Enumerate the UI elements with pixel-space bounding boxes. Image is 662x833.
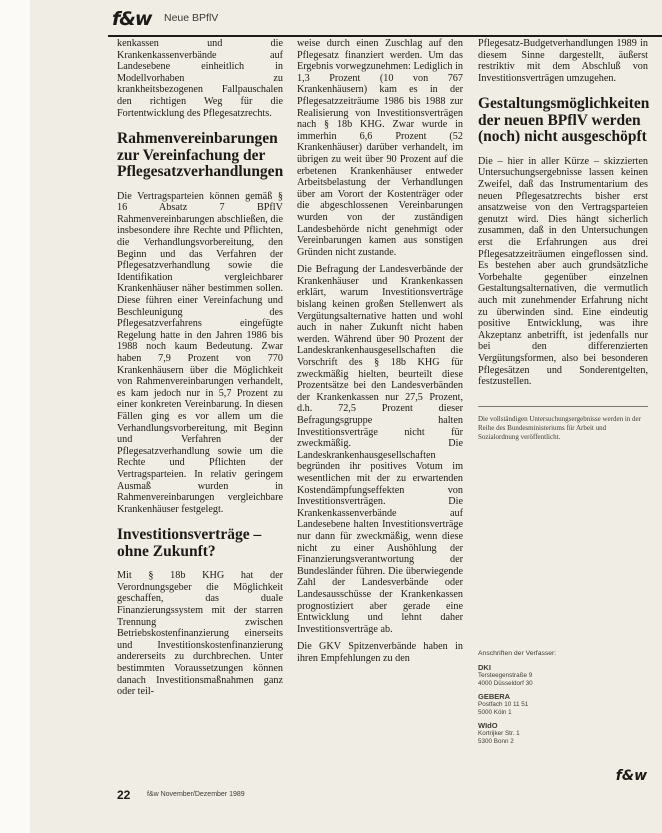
section-heading: Gestaltungsmöglichkeiten der neuen BPflV werden (noch) nicht ausgeschöpft [478,95,650,146]
address-block [478,693,648,717]
author-addresses [478,650,648,751]
footer-logo: f&w [615,768,647,784]
journal-logo: f&w [112,8,152,30]
paragraph: Die Vertragsparteien können gemäß § 16 Absatz 7 BPflV Rahmenvereinbarungen abschließen, die insbesondere ihre Rechte und Pflichten, die Verhandlungsvorbereitung, den Beginn und das Verfahren der Pflegesatzverhandlung sowie die Identifikation vergleichbarer Krankenhäuser näher bestimmen sollen. Diese führen einer Vereinfachung und Beschleunigung des Pflegesatzverfahrens eingefügte Regelung hatte in den Jahren 1986 bis 1988 noch kaum Bedeutung. Zwar haben 7,9 Prozent von 770 Krankenhäusern über die Möglichkeit von Rahmenvereinbarungen verhandelt, es kam jedoch nur in 5,7 Prozent zu einer konkreten Vereinbarung. In diesen Fällen ging es vor allem um die Verhandlungsvorbereitung, mit Beginn und Verfahren der Pflegesatzverhandlung sowie um die Rechte und Pflichten der Vertragsparteien. In relativ geringem Ausmaß wurden in Rahmenvereinbarungen vergleichbare Krankenhäuser festgelegt. [117,190,283,515]
address-line: Tersteegenstraße 9 [478,672,533,679]
journal-issue: f&w November/Dezember 1989 [147,791,245,798]
address-block [478,722,648,746]
page-number: 22 [117,788,131,802]
text-column-2 [297,38,463,670]
institution-name: WIdO [478,721,498,730]
text-column-3 [478,38,648,442]
paragraph: Mit § 18b KHG hat der Verordnungsgeber die Möglichkeit geschaffen, das duale Finanzierungssystem mit der starren Trennung zwischen Betriebskostenfinanzierung einerseits und Investitionskostenfinanzierung andererseits zu durchbrechen. Unter bestimmten Voraussetzungen können danach Investitionsmaßnahmen ganz oder teil- [117,570,283,698]
paragraph: weise durch einen Zuschlag auf den Pflegesatz finanziert werden. Um das Ergebnis vorwegzunehmen: Lediglich in 1,3 Prozent (10 von 767 Krankenhäusern) kam es in der Pflegesatzzeiträume 1986 bis 1988 zur Realisierung von Investitionsverträgen nach § 18b KHG. Zwar wurde in immerhin 6,6 Prozent (52 Krankenhäuser) darüber verhandelt, im übrigen zu weit über 90 Prozent auf die erbetenen Krankenhäuser entweder Arbeitsbelastung der Verhandlungen über am Vorort der Kostenträger oder die abgeschlossenen Vereinbarungen wurden von der zuständigen Landesbehörde nicht genehmigt oder Vereinbarungen kamen aus sonstigen Gründen nicht zustande. [297,38,463,258]
section-heading: Rahmenvereinbarungen zur Vereinfachung der Pflegesatzverhandlungen [117,130,284,181]
address-line: Postfach 10 11 51 [478,701,529,708]
address-line: 5300 Bonn 2 [478,738,514,745]
address-line: 4000 Düsseldorf 30 [478,680,533,687]
address-label: Anschriften der Verfasser: [478,650,557,657]
paragraph: Die GKV Spitzenverbände haben in ihren Empfehlungen zu den [297,641,463,664]
institution-name: GEBERA [478,692,511,701]
address-line: Kortrijker Str. 1 [478,730,520,737]
text-column-1 [117,38,283,704]
paragraph: Die – hier in aller Kürze – skizzierten Untersuchungsergebnisse lassen keinen Zweifel, daß das Instrumentarium des neuen Pflegesatzrechts bisher erst ansatzweise von den Vertragsparteien genutzt wird. Dies hängt sicherlich zusammen, daß in den Untersuchungen erst die Erfahrungen aus drei Pflegesatzzeiträumen eingeflossen sind. Es bestehen aber auch grundsätzliche Vorbehalte gegenüber einzelnen Gestaltungsalternativen, die vermutlich auch mit zunehmender Erfahrung nicht zu überwinden sind. Eine eindeutig positive Entwicklung, was ihre Akzeptanz anbetrifft, ist jedenfalls nur bei den differenzierten Vergütungsformen, also bei besonderen Pflegesätzen und Sonderentgelten, festzustellen. [478,155,648,388]
page-footer [117,768,647,802]
page-header [108,8,662,28]
footnote-box: Die vollständigen Untersuchungsergebnisse werden in der Reihe des Bundesministeriums für Arbeit und Sozialordnung veröffentlicht. [478,406,648,442]
address-line: 5000 Köln 1 [478,709,512,716]
header-rule [108,35,662,37]
institution-name: DKI [478,663,491,672]
binding-gutter [0,0,30,833]
paragraph: Pflegesatz-Budgetverhandlungen 1989 in diesem Sinne dargestellt, äußerst restriktiv mit dem Abschluß von Investitionsverträgen umzugehen. [478,38,648,84]
address-block [478,664,648,688]
section-heading: Investitionsverträge – ohne Zukunft? [117,526,262,560]
section-title: Neue BPflV [164,12,219,24]
paragraph: kenkassen und die Krankenkassenverbände auf Landesebene einheitlich in Modellvorhaben zu krankheitsbezogenen Fallpauschalen den richtigen Weg für die Fortentwicklung des Pflegesatzrechts. [117,38,283,119]
paragraph: Die Befragung der Landesverbände der Krankenhäuser und Krankenkassen erklärt, warum Investitionsverträge bislang keinen großen Stellenwert als Vergütungsalternative hatten und wohl auch in naher Zukunft nicht haben werden. Während über 90 Prozent der Landeskrankenhausgesellschaften die Vorschrift des § 18b KHG für zweckmäßig hielten, beurteilt diese Prozentsätze bei den Landesverbänden der Krankenkassen nur 27,5 Prozent, d.h. 72,5 Prozent dieser Befragungsgruppe halten Investitionsverträge nicht für zweckmäßig. Die Landeskrankenhausgesellschaften begründen ihr positives Votum im wesentlichen mit der zu erwartenden Kostendämpfungseffekten von Investitionsverträgen. Die Krankenkassenverbände auf Landesebene halten Investitionsverträge nur dann für zweckmäßig, wenn diese nicht zu einer Aushöhlung der Finanzierungsverantwortung der Bundesländer führen. Die überwiegende Zahl der Landesverbände oder Landesausschüsse der Krankenkassen prognostiziert aber gerade eine Entwicklung und lehnt daher Investitionsverträge ab. [297,264,463,635]
